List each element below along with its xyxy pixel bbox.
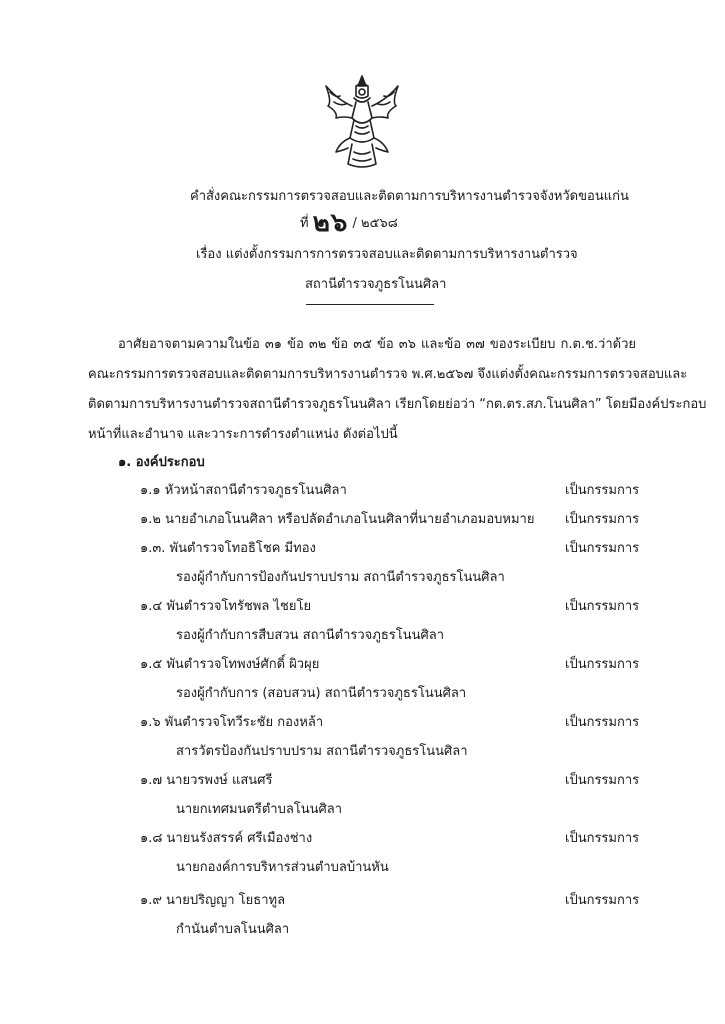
order-number: ๒๖ — [312, 208, 349, 238]
member-position: รองผู้กำกับการป้องกันปราบปราม สถานีตำรวจภูธรโนนศิลา — [176, 570, 505, 585]
member-position: รองผู้กำกับการ (สอบสวน) สถานีตำรวจภูธรโนนศิลา — [176, 686, 467, 701]
paragraph-line: ติดตามการบริหารงานตำรวจสถานีตำรวจภูธรโนนศิลา เรียกโดยย่อว่า “กต.ตร.สภ.โนนศิลา” โดยมีองค์ประกอบ — [88, 397, 707, 412]
member-item: ๑.๖ พันตำรวจโทวีระชัย กองหล้า — [140, 715, 324, 730]
member-role: เป็นกรรมการ — [565, 541, 640, 556]
member-role: เป็นกรรมการ — [565, 831, 640, 846]
garuda-emblem-icon — [318, 72, 406, 172]
member-position: นายกเทศมนตรีตำบลโนนศิลา — [176, 802, 343, 817]
title-divider — [306, 304, 434, 305]
member-item: ๑.๑ หัวหน้าสถานีตำรวจภูธรโนนศิลา — [140, 483, 347, 498]
order-prefix: ที่ — [300, 216, 309, 231]
member-item: ๑.๓. พันตำรวจโทอธิโชค มีทอง — [140, 541, 316, 556]
order-subject: เรื่อง แต่งตั้งกรรมการการตรวจสอบและติดตามการบริหารงานตำรวจ — [196, 247, 578, 262]
paragraph-line: คณะกรรมการตรวจสอบและติดตามการบริหารงานตำรวจ พ.ศ.๒๕๖๗ จึงแต่งตั้งคณะกรรมการตรวจสอบและ — [88, 367, 688, 382]
section-heading: ๑. องค์ประกอบ — [118, 455, 205, 470]
paragraph-line: อาศัยอาจตามความในข้อ ๓๑ ข้อ ๓๒ ข้อ ๓๕ ข้อ ๓๖ และข้อ ๓๗ ของระเบียบ ก.ต.ช.ว่าด้วย — [118, 337, 636, 352]
order-year: / ๒๕๖๘ — [352, 216, 398, 231]
member-position: กำนันตำบลโนนศิลา — [176, 922, 290, 937]
member-role: เป็นกรรมการ — [565, 715, 640, 730]
member-role: เป็นกรรมการ — [565, 483, 640, 498]
member-item: ๑.๒ นายอำเภอโนนศิลา หรือปลัดอำเภอโนนศิลาที่นายอำเภอมอบหมาย — [140, 512, 535, 527]
station-name: สถานีตำรวจภูธรโนนศิลา — [305, 277, 447, 292]
member-item: ๑.๕ พันตำรวจโทพงษ์ศักดิ์ ผิวผุย — [140, 657, 320, 672]
order-number-line — [300, 208, 398, 238]
member-item: ๑.๔ พันตำรวจโทรัชพล ไชยโย — [140, 599, 312, 614]
member-item: ๑.๗ นายวรพงษ์ แสนศรี — [140, 773, 273, 788]
member-role: เป็นกรรมการ — [565, 599, 640, 614]
member-item: ๑.๘ นายนรังสรรค์ ศรีเมืองช่าง — [140, 831, 313, 846]
order-title: คำสั่งคณะกรรมการตรวจสอบและติดตามการบริหารงานตำรวจจังหวัดขอนแก่น — [190, 189, 629, 204]
paragraph-line: หน้าที่และอำนาจ และวาระการดำรงตำแหน่ง ดังต่อไปนี้ — [88, 427, 398, 442]
member-role: เป็นกรรมการ — [565, 893, 640, 908]
member-position: นายกองค์การบริหารส่วนตำบลบ้านหัน — [176, 860, 389, 875]
member-role: เป็นกรรมการ — [565, 773, 640, 788]
member-role: เป็นกรรมการ — [565, 657, 640, 672]
member-item: ๑.๙ นายปริญญา โยธาทูล — [140, 893, 286, 908]
member-position: สารวัตรป้องกันปราบปราม สถานีตำรวจภูธรโนนศิลา — [176, 744, 468, 759]
member-role: เป็นกรรมการ — [565, 512, 640, 527]
member-position: รองผู้กำกับการสืบสวน สถานีตำรวจภูธรโนนศิลา — [176, 628, 445, 643]
